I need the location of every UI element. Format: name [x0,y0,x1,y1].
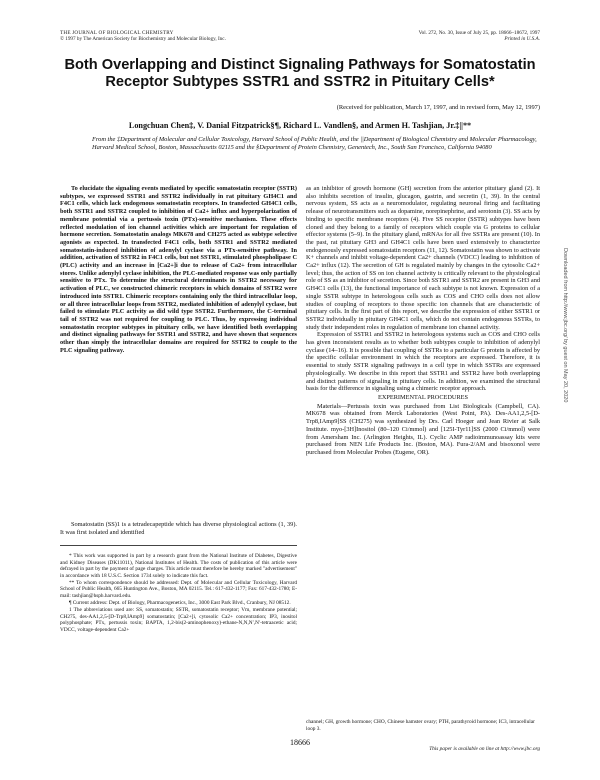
footnote-address: ¶ Current address: Dept. of Biology, Pharmacogenetics, Inc., 3000 East Park Blvd., Cranbury, NJ 08512. [69,600,291,607]
footnote-funding: * This work was supported in part by a research grant from the National Institute of Diabetes, Digestive and Kidney Diseases (DK11011), National Institutes of Health. The costs of publication of this article were defrayed in part by the payment of page charges. This article must therefore be hereby marked "advertisement" in accordance with 18 U.S.C. Section 1734 solely to indicate this fact. [60,553,297,579]
section-heading: EXPERIMENTAL PROCEDURES [377,393,469,401]
right-paragraph-2: Expression of SSTR1 and SSTR2 in heterologous systems such as COS and CHO cells has given inconsistent results as to whether both subtypes couple to inhibition of adenylyl cyclase (14–16). It is possible that coupling of SSTRs to a particular G protein is affected by the specific cellular environment in which the receptors are expressed. Therefore, it is essential to study SSTR signaling pathways in a cell type in which SSTRs are expressed physiologically. We describe in this report that SSTR1 and SSTR2 have both overlapping and distinct patterns of signaling in pituitary cells. In addition, we examined the structural basis for the difference in signaling using a chimeric receptor approach. [306,331,540,393]
download-note: Downloaded from http://www.jbc.org/ by guest on May 20, 2020 [562,248,568,403]
footnote-divider [60,545,297,546]
right-footnote: channel; GH, growth hormone; CHO, Chinese hamster ovary; PTH, parathyroid hormone; IC3, intracellular loop 3. [306,719,535,732]
introduction-start [60,521,297,536]
footnote-abbreviations: 1 The abbreviations used are: SS, somatostatin; SSTR, somatostatin receptor; Vm, membrane potential; CH275, des-AA1,2,5-[D-Trp8,IAmp9] somatostatin; [Ca2+]i, cytosolic Ca2+ concentration; IP3, inositol polyphosphate; PTx, pertussis toxin; BAPTA, 1,2-bis(2-aminophenoxy)-ethane-N,N,N′,N′-tetraacetic acid; VDCC, voltage-dependent Ca2+ [60,607,297,634]
abstract-text: To elucidate the signaling events mediated by specific somatostatin receptor (SSTR) subtypes, we expressed SSTR1 and SSTR2 individually in rat pituitary GH4C1 and F4C1 cells, which lack endogenous somatostatin receptors. In transfected GH4C1 cells, both SSTR1 and SSTR2 coupled to inhibition of Ca2+ influx and hyperpolarization of membrane potential via a pertussis toxin (PTx)-sensitive mechanism. These effects reflected modulation of ion channel activities which are important for regulation of hormone secretion. Somatostatin analogs MK678 and CH275 acted as subtype selective agonists as expected. In transfected F4C1 cells, both SSTR1 and SSTR2 mediated somatostatin-induced inhibition of adenylyl cyclase via a PTx-sensitive pathway. In addition, activation of SSTR2 in F4C1 cells, but not SSTR1, stimulated phospholipase C (PLC) activity and an increase in [Ca2+]i due to release of Ca2+ from intracellular stores. Unlike adenylyl cyclase inhibition, the PLC-mediated response was only partially sensitive to PTx. To determine the structural determinants in SSTR2 necessary for activation of PLC, we constructed chimeric receptors in which domains of SSTR2 were introduced into SSTR1. Chimeric receptors containing only the third intracellular loop, or all three intracellular loops from SSTR2, mediated inhibition of adenylyl cyclase, but failed to stimulate PLC activity as did wild type SSTR2. Furthermore, the C-terminal tail of SSTR2 was not required for coupling to PLC. Thus, by expressing individual somatostatin receptor subtypes in pituitary cells, we have identified both overlapping and distinct signaling pathways for SSTR1 and SSTR2, and have shown that sequences other than simply the intracellular domains are required for SSTR2 to couple to the PLC signaling pathway. [60,185,297,354]
copyright-line: © 1997 by The American Society for Biochemistry and Molecular Biology, Inc. [60,36,226,43]
right-column [306,185,540,457]
intro-text: Somatostatin (SS)1 is a tetradecapeptide which has diverse physiological actions (1, 39). It was first isolated and identified [60,521,297,536]
right-paragraph-1: as an inhibitor of growth hormone (GH) secretion from the anterior pituitary gland (2). It also inhibits secretion of insulin, glucagon, gastrin, and secretin (1, 39). In the central nervous system, SS acts as a neuromodulator, regulating neuronal firing and facilitating release of neurotransmitters such as dopamine, norepinephrine, and serotonin (3). SS acts by binding to specific membrane receptors (4). Five SS receptor (SSTR) subtypes have been cloned and they belong to a family of receptors which couple via G proteins to cellular effector systems (5–9). In the pituitary gland, mRNAs for all five SSTRs are present (10). In the past, rat pituitary GH3 and GH4C1 cells have been used extensively to characterize endogenously expressed somatostatin receptors (11, 12). Somatostatin was shown to activate K+ channels and inhibit voltage-dependent Ca2+ channels (VDCC) leading to inhibition of Ca2+ influx (12). The secretion of GH is regulated mainly by changes in the cytosolic Ca2+ level; thus, the action of SS on ion channel activity is critically relevant to the physiological role of SS as an inhibitor of secretion. Since both SSTR1 and SSTR2 are present in GH3 and GH4C1 cells (13), the functional importance of each subtype is not known. Expression of a single SSTR subtype in heterologous cells such as COS and CHO cells does not allow studies of coupling of receptors to those specific ion channels that are characteristic of pituitary cells. In the first part of this report, we describe the expression of either SSTR1 or SSTR2 individually in pituitary GH4C1 cells, which do not contain endogenous SSTRs, to study their independent roles in regulation of membrane ion channel activity. [306,185,541,331]
author-list: Longchuan Chen‡, V. Danial Fitzpatrick§¶, Richard L. Vandlen§, and Armen H. Tashjian, Jr.‡||** [128,121,472,130]
article-title: Both Overlapping and Distinct Signaling Pathways for Somatostatin Receptor Subtypes SSTR1 and SSTR2 in Pituitary Cells* [64,57,536,90]
footnote-correspondence: ** To whom correspondence should be addressed: Dept. of Molecular and Cellular Toxicology, Harvard School of Public Health, 665 Huntington Ave., Boston, MA 02115. Tel.: 617-432-1177; Fax: 617-432-1780; E-mail: tashjian@hsph.harvard.edu. [60,579,297,600]
volume-line: Vol. 272, No. 30, Issue of July 25, pp. 18666–18672, 1997 [418,30,540,36]
footnotes [60,553,297,634]
abstract [60,185,297,354]
received-dates: (Received for publication, March 17, 1997, and in revised form, May 12, 1997) [336,104,540,111]
journal-name: THE JOURNAL OF BIOLOGICAL CHEMISTRY [60,30,174,36]
page-number: 18666 [290,738,310,747]
issue-header [419,30,540,43]
website-footer: This paper is available on line at http://www.jbc.org [429,746,540,752]
materials-paragraph: Materials—Pertussis toxin was purchased from List Biologicals (Campbell, CA). MK678 was obtained from Merck Laboratories (West Point, PA). Des-AA1,2,5-[D-Trp8,IAmp9]SS (CH275) was synthesized by Drs. Carl Hoeger and Jean Rivier at Salk Institute. myo-[3H]Inositol (80–120 Ci/mmol) and [125I-Tyr11]SS (2000 Ci/mmol) were from Amersham Inc. (Arlington Heights, IL). Cyclic AMP radioimmunoassay kits were purchased from NEN Life Products Inc. (Boston, MA). Fura-2/AM and bisoxonol were purchased from Molecular Probes (Eugene, OR). [306,402,540,456]
printed-line: Printed in U.S.A. [504,36,540,43]
affiliations: From the ‡Department of Molecular and Cellular Toxicology, Harvard School of Public Health, and the ||Department of Biological Chemistry and Molecular Pharmacology, Harvard Medical School, Boston, Massachusetts 02115 and the §Department of Protein Chemistry, Genentech, Inc., South San Francisco, California 94080 [92,136,537,151]
journal-header [60,30,226,43]
